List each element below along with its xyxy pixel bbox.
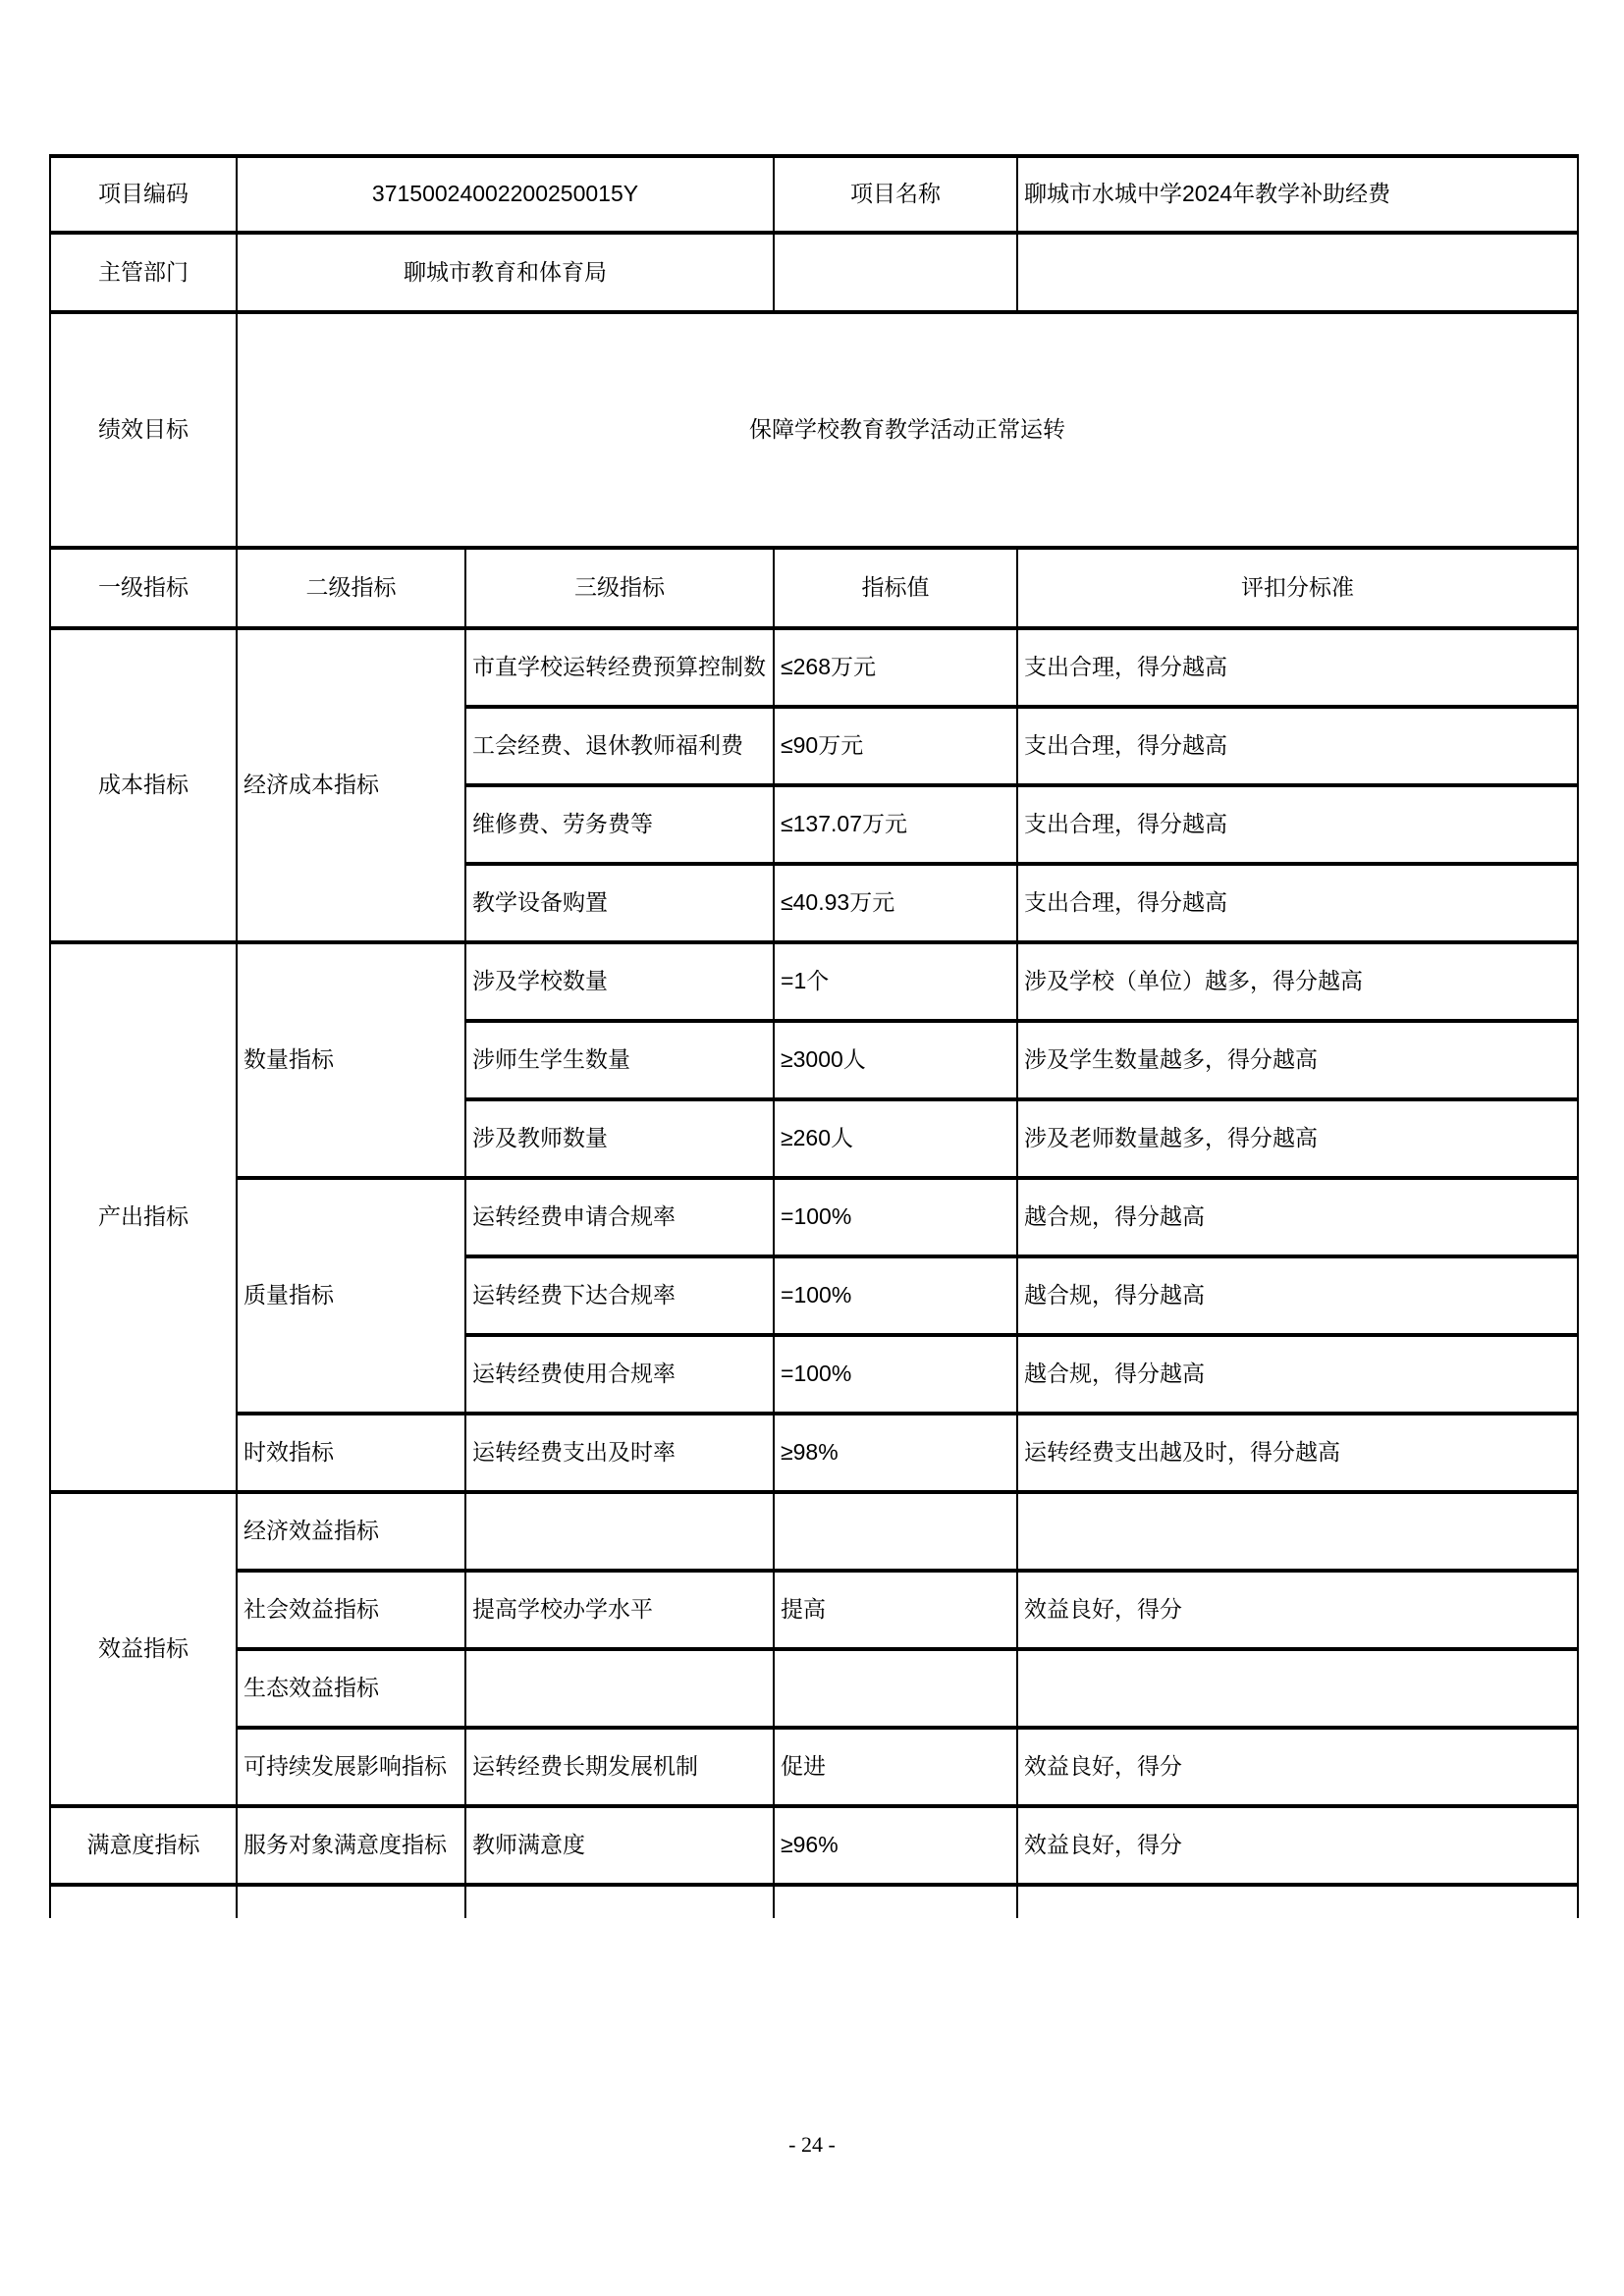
empty-cell xyxy=(50,1885,237,1918)
header-value: 指标值 xyxy=(774,548,1017,628)
indicator-l3-cell xyxy=(465,1649,774,1728)
scoring-standard-cell: 支出合理，得分越高 xyxy=(1017,785,1578,864)
page-number: - 24 - xyxy=(788,2132,836,2157)
indicator-value-cell xyxy=(774,1492,1017,1571)
scoring-standard-cell: 越合规，得分越高 xyxy=(1017,1178,1578,1256)
header-standard: 评扣分标准 xyxy=(1017,548,1578,628)
indicator-l3-cell: 涉及学校数量 xyxy=(465,942,774,1021)
indicator-l2-cell: 经济成本指标 xyxy=(237,628,465,942)
indicator-value-cell: 提高 xyxy=(774,1571,1017,1649)
indicator-l3-cell: 运转经费下达合规率 xyxy=(465,1256,774,1335)
performance-goal-value: 保障学校教育教学活动正常运转 xyxy=(237,312,1578,548)
table-row xyxy=(50,942,1578,1021)
project-code-row xyxy=(50,156,1578,233)
scoring-standard-cell: 越合规，得分越高 xyxy=(1017,1256,1578,1335)
project-code-value: 37150024002200250015Y xyxy=(237,156,774,233)
scoring-standard-cell: 涉及老师数量越多，得分越高 xyxy=(1017,1099,1578,1178)
project-code-label: 项目编码 xyxy=(50,156,237,233)
indicator-value-cell xyxy=(774,1649,1017,1728)
scoring-standard-cell xyxy=(1017,1492,1578,1571)
scoring-standard-cell: 运转经费支出越及时，得分越高 xyxy=(1017,1414,1578,1492)
indicator-l3-cell: 涉及教师数量 xyxy=(465,1099,774,1178)
department-row xyxy=(50,233,1578,312)
indicator-value-cell: ≥96% xyxy=(774,1806,1017,1885)
indicator-l2-cell: 可持续发展影响指标 xyxy=(237,1728,465,1806)
partial-row xyxy=(50,1885,1578,1918)
performance-goal-label: 绩效目标 xyxy=(50,312,237,548)
indicator-l3-cell: 涉师生学生数量 xyxy=(465,1021,774,1099)
indicator-value-cell: ≥3000人 xyxy=(774,1021,1017,1099)
empty-cell xyxy=(465,1885,774,1918)
empty-cell xyxy=(1017,1885,1578,1918)
indicator-l3-cell: 教学设备购置 xyxy=(465,864,774,942)
table-row xyxy=(50,1649,1578,1728)
indicator-l2-cell: 经济效益指标 xyxy=(237,1492,465,1571)
scoring-standard-cell: 越合规，得分越高 xyxy=(1017,1335,1578,1414)
indicator-l3-cell: 提高学校办学水平 xyxy=(465,1571,774,1649)
performance-goal-row xyxy=(50,312,1578,548)
indicator-l1-cell: 成本指标 xyxy=(50,628,237,942)
scoring-standard-cell: 效益良好，得分 xyxy=(1017,1571,1578,1649)
scoring-standard-cell: 涉及学校（单位）越多，得分越高 xyxy=(1017,942,1578,1021)
scoring-standard-cell: 支出合理，得分越高 xyxy=(1017,707,1578,785)
table-row xyxy=(50,628,1578,707)
project-name-value: 聊城市水城中学2024年教学补助经费 xyxy=(1017,156,1578,233)
scoring-standard-cell: 支出合理，得分越高 xyxy=(1017,628,1578,707)
empty-cell xyxy=(774,233,1017,312)
scoring-standard-cell: 涉及学生数量越多，得分越高 xyxy=(1017,1021,1578,1099)
indicator-l1-cell: 满意度指标 xyxy=(50,1806,237,1885)
table-row xyxy=(50,1414,1578,1492)
indicator-value-cell: =100% xyxy=(774,1256,1017,1335)
indicator-l3-cell: 教师满意度 xyxy=(465,1806,774,1885)
indicator-l2-cell: 生态效益指标 xyxy=(237,1649,465,1728)
indicator-l2-cell: 质量指标 xyxy=(237,1178,465,1414)
indicator-l2-cell: 数量指标 xyxy=(237,942,465,1178)
empty-cell xyxy=(774,1885,1017,1918)
indicator-l2-cell: 社会效益指标 xyxy=(237,1571,465,1649)
project-name-label: 项目名称 xyxy=(774,156,1017,233)
header-level3: 三级指标 xyxy=(465,548,774,628)
indicator-l3-cell xyxy=(465,1492,774,1571)
performance-indicator-table xyxy=(49,154,1579,1918)
header-level2: 二级指标 xyxy=(237,548,465,628)
indicator-value-cell: ≥98% xyxy=(774,1414,1017,1492)
scoring-standard-cell: 效益良好，得分 xyxy=(1017,1728,1578,1806)
scoring-standard-cell: 效益良好，得分 xyxy=(1017,1806,1578,1885)
indicator-l3-cell: 工会经费、退休教师福利费 xyxy=(465,707,774,785)
indicator-l3-cell: 维修费、劳务费等 xyxy=(465,785,774,864)
indicator-l3-cell: 市直学校运转经费预算控制数 xyxy=(465,628,774,707)
table-row xyxy=(50,1178,1578,1256)
table-row xyxy=(50,1806,1578,1885)
indicator-l3-cell: 运转经费长期发展机制 xyxy=(465,1728,774,1806)
header-level1: 一级指标 xyxy=(50,548,237,628)
empty-cell xyxy=(1017,233,1578,312)
indicator-l3-cell: 运转经费申请合规率 xyxy=(465,1178,774,1256)
indicator-value-cell: ≤90万元 xyxy=(774,707,1017,785)
indicator-l1-cell: 产出指标 xyxy=(50,942,237,1492)
indicator-l3-cell: 运转经费支出及时率 xyxy=(465,1414,774,1492)
scoring-standard-cell: 支出合理，得分越高 xyxy=(1017,864,1578,942)
indicator-l3-cell: 运转经费使用合规率 xyxy=(465,1335,774,1414)
empty-cell xyxy=(237,1885,465,1918)
indicator-value-cell: =100% xyxy=(774,1178,1017,1256)
department-label: 主管部门 xyxy=(50,233,237,312)
indicator-value-cell: ≤268万元 xyxy=(774,628,1017,707)
indicator-value-cell: 促进 xyxy=(774,1728,1017,1806)
table-row xyxy=(50,1492,1578,1571)
table-header-row xyxy=(50,548,1578,628)
indicator-value-cell: ≥260人 xyxy=(774,1099,1017,1178)
scoring-standard-cell xyxy=(1017,1649,1578,1728)
indicator-value-cell: ≤137.07万元 xyxy=(774,785,1017,864)
department-value: 聊城市教育和体育局 xyxy=(237,233,774,312)
table-row xyxy=(50,1728,1578,1806)
indicator-l2-cell: 时效指标 xyxy=(237,1414,465,1492)
indicator-value-cell: =1个 xyxy=(774,942,1017,1021)
indicator-l1-cell: 效益指标 xyxy=(50,1492,237,1806)
indicator-value-cell: =100% xyxy=(774,1335,1017,1414)
indicator-value-cell: ≤40.93万元 xyxy=(774,864,1017,942)
indicator-l2-cell: 服务对象满意度指标 xyxy=(237,1806,465,1885)
table-row xyxy=(50,1571,1578,1649)
